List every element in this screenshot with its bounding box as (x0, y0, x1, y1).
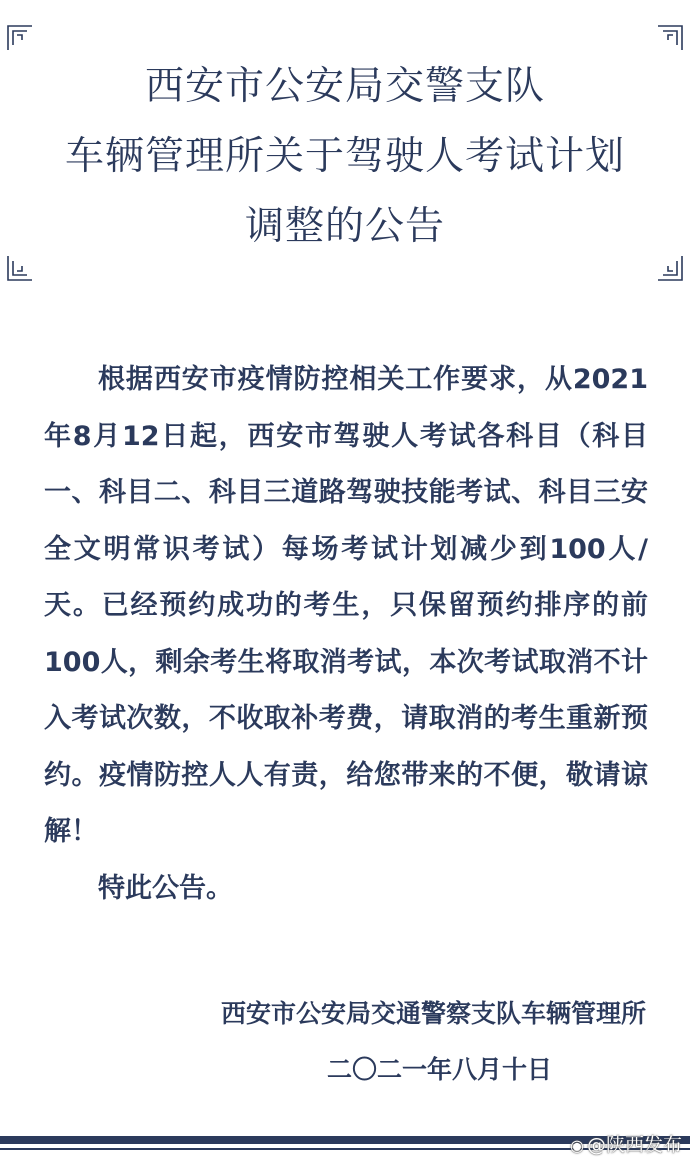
title-line-1: 西安市公安局交警支队 (144, 64, 545, 109)
signature-issuer: 西安市公安局交通警察支队车辆管理所 (220, 999, 646, 1028)
body-paragraph-1: 根据西安市疫情防控相关工作要求，从2021年8月12日起，西安市驾驶人考试各科目（科目一、科目二、科目三道路驾驶技能考试、科目三安全文明常识考试）每场考试计划减少到100人/天。已经预约成功的考生，只保留预约排序的前100人，剩余考生将取消考试，本次考试取消不计入考试次数，不收取补考费，请取消的考生重新预约。疫情防控人人有责，给您带来的不便，敬请谅解！ (44, 364, 648, 847)
watermark-text: @陕西发布 (586, 1134, 682, 1156)
notice-title (0, 52, 690, 262)
corner-ornament-top-left (6, 24, 34, 52)
notice-signature (0, 986, 646, 1098)
weibo-watermark (570, 1130, 682, 1157)
corner-ornament-top-right (656, 24, 684, 52)
title-line-2: 车辆管理所关于驾驶人考试计划 (64, 134, 625, 179)
body-paragraph-2: 特此公告。 (98, 872, 233, 904)
signature-date: 二〇二一年八月十日 (326, 1055, 552, 1084)
notice-body (44, 352, 648, 917)
weibo-icon: ◉ (570, 1136, 584, 1155)
title-line-3: 调整的公告 (244, 204, 445, 249)
